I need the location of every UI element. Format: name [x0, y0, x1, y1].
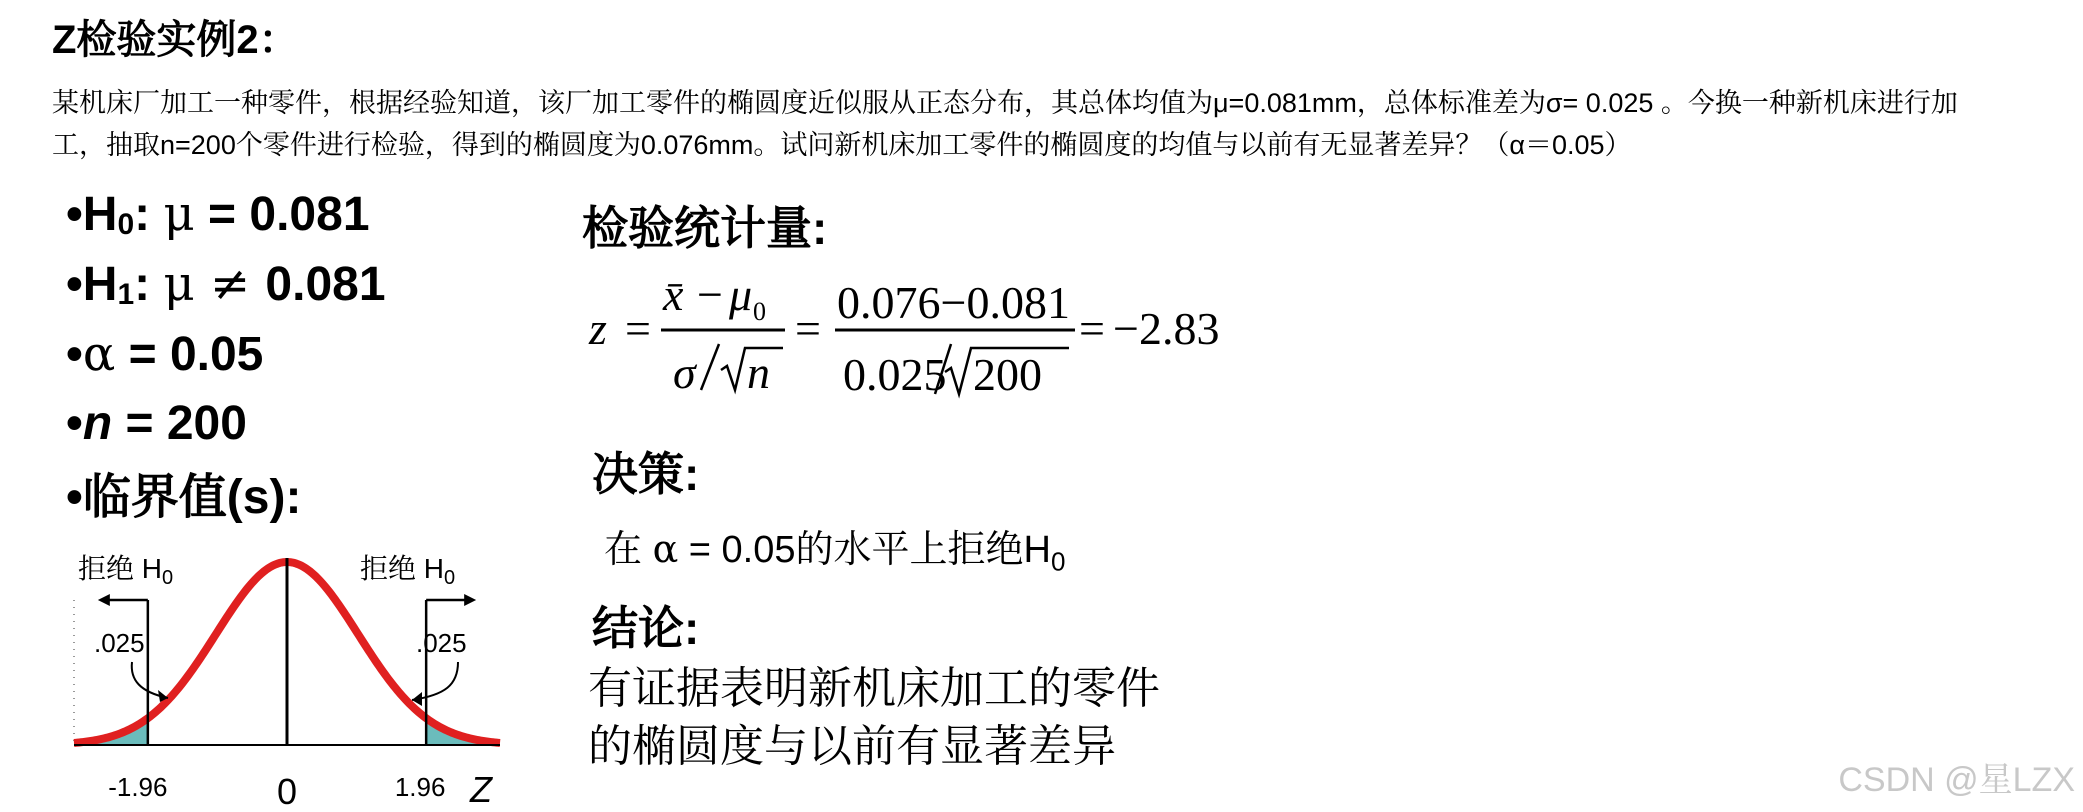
normal-distribution-chart: [60, 540, 520, 807]
x-tick-labels: [108, 771, 445, 807]
alpha-level: [66, 326, 263, 383]
h0-value: = 0.081: [194, 188, 370, 241]
h0-subscript: 0: [117, 208, 135, 241]
formula-eq3: =: [1079, 303, 1105, 354]
n-symbol: n: [82, 397, 113, 450]
h0-colon: :: [134, 188, 164, 241]
problem-line-1: 某机床厂加工一种零件，根据经验知道，该厂加工零件的椭圆度近似服从正态分布，其总体均值为μ=0.081mm，总体标准差为σ= 0.025 。今换一种新机床进行加: [52, 88, 1958, 118]
formula-svg: [585, 262, 1245, 412]
formula-xbar: x̄: [663, 269, 684, 320]
conclusion-text: [588, 660, 1160, 776]
formula-den2-b: 200: [973, 349, 1042, 400]
conclusion-line-1: 有证据表明新机床加工的零件: [588, 664, 1160, 713]
formula-numerator-2: 0.076−0.081: [837, 277, 1070, 328]
decision-alpha: α: [652, 527, 679, 571]
decision-text: [604, 518, 1065, 578]
right-tail-area-label: .025: [416, 628, 467, 658]
decision-label: 决策:: [592, 448, 700, 500]
h0-letter: •H: [66, 188, 118, 241]
page-title: Z检验实例2：: [52, 18, 299, 62]
critical-values-label: •临界值(s):: [66, 471, 302, 524]
n-bullet: •: [66, 397, 83, 450]
decision-pre: 在: [604, 529, 653, 571]
conclusion-line-2: 的椭圆度与以前有显著差异: [588, 722, 1116, 771]
n-value: = 200: [112, 397, 247, 450]
h1-letter: •H: [66, 258, 118, 311]
h1-value: 0.081: [265, 258, 386, 311]
hypothesis-h1: [66, 256, 386, 319]
formula-eq2: =: [795, 303, 821, 354]
z-formula: [585, 262, 1245, 412]
left-pointer-arrow: [132, 662, 168, 698]
h1-neq-symbol: ≠: [194, 256, 266, 312]
problem-statement: [52, 82, 2052, 166]
decision-sub: 0: [1050, 546, 1066, 577]
statistic-label: 检验统计量:: [582, 202, 828, 254]
formula-eq1: =: [625, 303, 651, 354]
reject-left-arrowhead: [98, 594, 110, 606]
x-tick-label: 1.96: [394, 772, 446, 802]
formula-sigma: σ: [673, 347, 696, 398]
left-tail-area-label: .025: [94, 628, 145, 658]
alpha-value: = 0.05: [115, 328, 264, 381]
formula-mu-sub: 0: [753, 297, 766, 326]
formula-minus: −: [697, 269, 723, 320]
sample-size: [66, 396, 247, 452]
x-tick-label: 0: [276, 771, 298, 807]
watermark: CSDN @星LZX: [1838, 761, 2075, 799]
h1-colon: :: [134, 258, 164, 311]
alpha-symbol: α: [82, 326, 116, 382]
conclusion-label: 结论:: [592, 602, 700, 654]
formula-result: −2.83: [1113, 303, 1220, 354]
formula-slash-1: [701, 344, 719, 390]
formula-den2-a: 0.025: [843, 349, 947, 400]
h1-subscript: 1: [117, 278, 135, 311]
x-axis-label: Z: [470, 769, 492, 807]
reject-right-arrowhead: [464, 594, 476, 606]
formula-mu: μ: [729, 269, 753, 320]
h0-mu-symbol: μ: [163, 186, 195, 242]
decision-mid: = 0.05的水平上拒绝H: [678, 529, 1051, 571]
problem-line-2: 工，抽取n=200个零件进行检验，得到的椭圆度为0.076mm。试问新机床加工零件的椭圆度的均值与以前有无显著差异？（α＝0.05）: [52, 130, 1632, 160]
formula-n: n: [747, 347, 770, 398]
h1-mu-symbol: μ: [163, 256, 195, 312]
hypothesis-h0: [66, 186, 370, 249]
reject-right-label: 拒绝 $H_0$: [360, 553, 456, 589]
chart-svg: [60, 540, 520, 807]
right-pointer-arrow: [412, 662, 458, 700]
reject-left-label: 拒绝 $H_0$: [78, 553, 174, 589]
alpha-bullet: •: [66, 328, 83, 381]
x-tick-label: -1.96: [108, 772, 168, 802]
formula-z: z: [589, 303, 607, 354]
